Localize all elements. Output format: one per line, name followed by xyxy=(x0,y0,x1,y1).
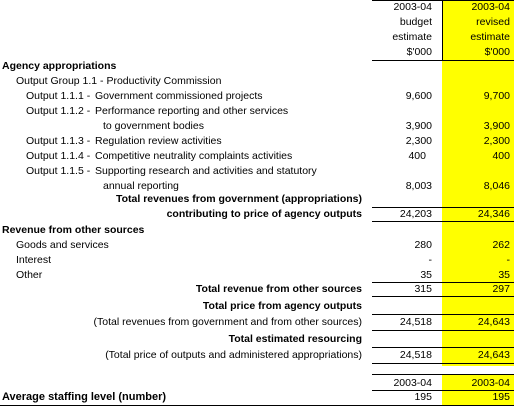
rule-line xyxy=(442,0,514,1)
row-output-group xyxy=(0,74,514,89)
rows-16-label: Total price from agency outputs xyxy=(202,300,362,312)
rule-line xyxy=(372,374,514,375)
header-col2-3: $'000 xyxy=(484,46,510,58)
rows-10-label: contributing to price of agency outputs xyxy=(166,208,362,220)
row-goods-services xyxy=(0,238,514,253)
rows-15-v2: 297 xyxy=(492,283,510,295)
rows-14-v1: 35 xyxy=(420,269,432,281)
staffing-label: Average staffing level (number) xyxy=(2,391,167,403)
header-col2-2: estimate xyxy=(470,31,510,43)
rows-19-v1: 24,518 xyxy=(399,349,432,361)
rows-4-v2: 3,900 xyxy=(483,120,510,132)
row-total-resourcing xyxy=(0,348,514,363)
rows-17-v1: 24,518 xyxy=(399,316,432,328)
rows-3-desc: Performance reporting and other services xyxy=(95,105,289,117)
row-total-price-heading xyxy=(0,299,514,314)
row-output-1-1-5 xyxy=(0,164,514,179)
rows-3-code: Output 1.1.2 - xyxy=(26,105,91,117)
rows-13-label: Interest xyxy=(16,254,52,266)
header-col1-3: $'000 xyxy=(406,46,432,58)
header-col1-2: estimate xyxy=(392,31,432,43)
rows-12-label: Goods and services xyxy=(16,239,109,251)
row-agency-appropriations xyxy=(0,59,514,74)
rows-18-label: Total estimated resourcing xyxy=(228,333,362,345)
rows-10-v1: 24,203 xyxy=(399,208,432,220)
rule-line xyxy=(442,296,514,297)
row-output-1-1-2 xyxy=(0,104,514,119)
rows-12-v2: 262 xyxy=(492,239,510,251)
rows-11-label: Revenue from other sources xyxy=(2,224,145,236)
rows-14-label: Other xyxy=(16,269,43,281)
rows-15-label: Total revenue from other sources xyxy=(195,283,362,295)
rows-4-v1: 3,900 xyxy=(405,120,432,132)
rows-12-v1: 280 xyxy=(414,239,432,251)
header-divider xyxy=(442,0,443,60)
rows-5-desc: Regulation review activities xyxy=(95,135,222,147)
row-interest xyxy=(0,253,514,268)
rows-19-v2: 24,643 xyxy=(477,349,510,361)
rule-line xyxy=(372,221,442,222)
rows-2-v1: 9,600 xyxy=(405,90,432,102)
rows-9-label: Total revenues from government (appropriations) xyxy=(115,193,362,205)
rows-6-v1: 400 xyxy=(408,150,426,162)
row-output-1-1-4 xyxy=(0,149,514,164)
rule-line xyxy=(442,347,514,348)
rule-line xyxy=(442,314,514,315)
row-total-other xyxy=(0,282,514,297)
staffing-col2_year: 2003-04 xyxy=(471,377,510,389)
row-other-sources-heading xyxy=(0,223,514,238)
row-output-1-1-1 xyxy=(0,89,514,104)
rows-6-v2: 400 xyxy=(492,150,510,162)
row-total-gov xyxy=(0,207,514,222)
header-col1-1: budget xyxy=(399,16,432,28)
rows-7-code: Output 1.1.5 - xyxy=(26,165,91,177)
rows-4-desc: to government bodies xyxy=(103,120,204,132)
rows-8-v2: 8,046 xyxy=(483,180,510,192)
row-other xyxy=(0,268,514,283)
rule-line xyxy=(442,221,514,222)
rows-5-v1: 2,300 xyxy=(405,135,432,147)
rows-6-desc: Competitive neutrality complaints activities xyxy=(95,150,293,162)
row-total-gov-heading xyxy=(0,192,514,207)
staffing-v1: 195 xyxy=(414,391,432,403)
rows-14-v2: 35 xyxy=(498,269,510,281)
rows-5-v2: 2,300 xyxy=(483,135,510,147)
rule-line xyxy=(372,314,442,315)
header-col2-0: 2003-04 xyxy=(471,1,510,13)
rows-8-desc: annual reporting xyxy=(103,180,179,192)
row-staffing-year xyxy=(0,376,514,391)
rows-19-label: (Total price of outputs and administered appropriations) xyxy=(105,349,362,361)
rows-13-v2: - xyxy=(506,254,510,266)
rule-line xyxy=(442,330,514,331)
staffing-v2: 195 xyxy=(492,391,510,403)
rows-2-desc: Government commissioned projects xyxy=(95,90,263,102)
rule-line xyxy=(372,330,442,331)
rows-5-code: Output 1.1.3 - xyxy=(26,135,91,147)
rule-line xyxy=(372,363,442,364)
row-output-1-1-2-cont xyxy=(0,119,514,134)
rows-10-v2: 24,346 xyxy=(477,208,510,220)
rule-line xyxy=(442,207,514,208)
rule-line xyxy=(372,347,442,348)
rows-8-v1: 8,003 xyxy=(405,180,432,192)
row-average-staffing xyxy=(0,390,514,405)
staffing-col1_year: 2003-04 xyxy=(393,377,432,389)
rows-1-label: Output Group 1.1 - Productivity Commission xyxy=(16,75,222,87)
rows-6-code: Output 1.1.4 - xyxy=(26,150,91,162)
rows-15-v1: 315 xyxy=(414,283,432,295)
rows-2-code: Output 1.1.1 - xyxy=(26,90,91,102)
rows-13-v1: - xyxy=(428,254,432,266)
rule-line xyxy=(372,0,442,1)
rows-0-label: Agency appropriations xyxy=(2,60,117,72)
row-total-price xyxy=(0,315,514,330)
rows-17-v2: 24,643 xyxy=(477,316,510,328)
row-output-1-1-3 xyxy=(0,134,514,149)
rule-line xyxy=(442,363,514,364)
rows-7-desc: Supporting research and activities and statutory xyxy=(95,165,317,177)
rule-line xyxy=(372,296,442,297)
row-total-resourcing-heading xyxy=(0,332,514,347)
rows-2-v2: 9,700 xyxy=(483,90,510,102)
rows-17-label: (Total revenues from government and from other sources) xyxy=(93,316,362,328)
header-col2-1: revised xyxy=(476,16,510,28)
rule-line xyxy=(372,207,442,208)
header-col1-0: 2003-04 xyxy=(393,1,432,13)
